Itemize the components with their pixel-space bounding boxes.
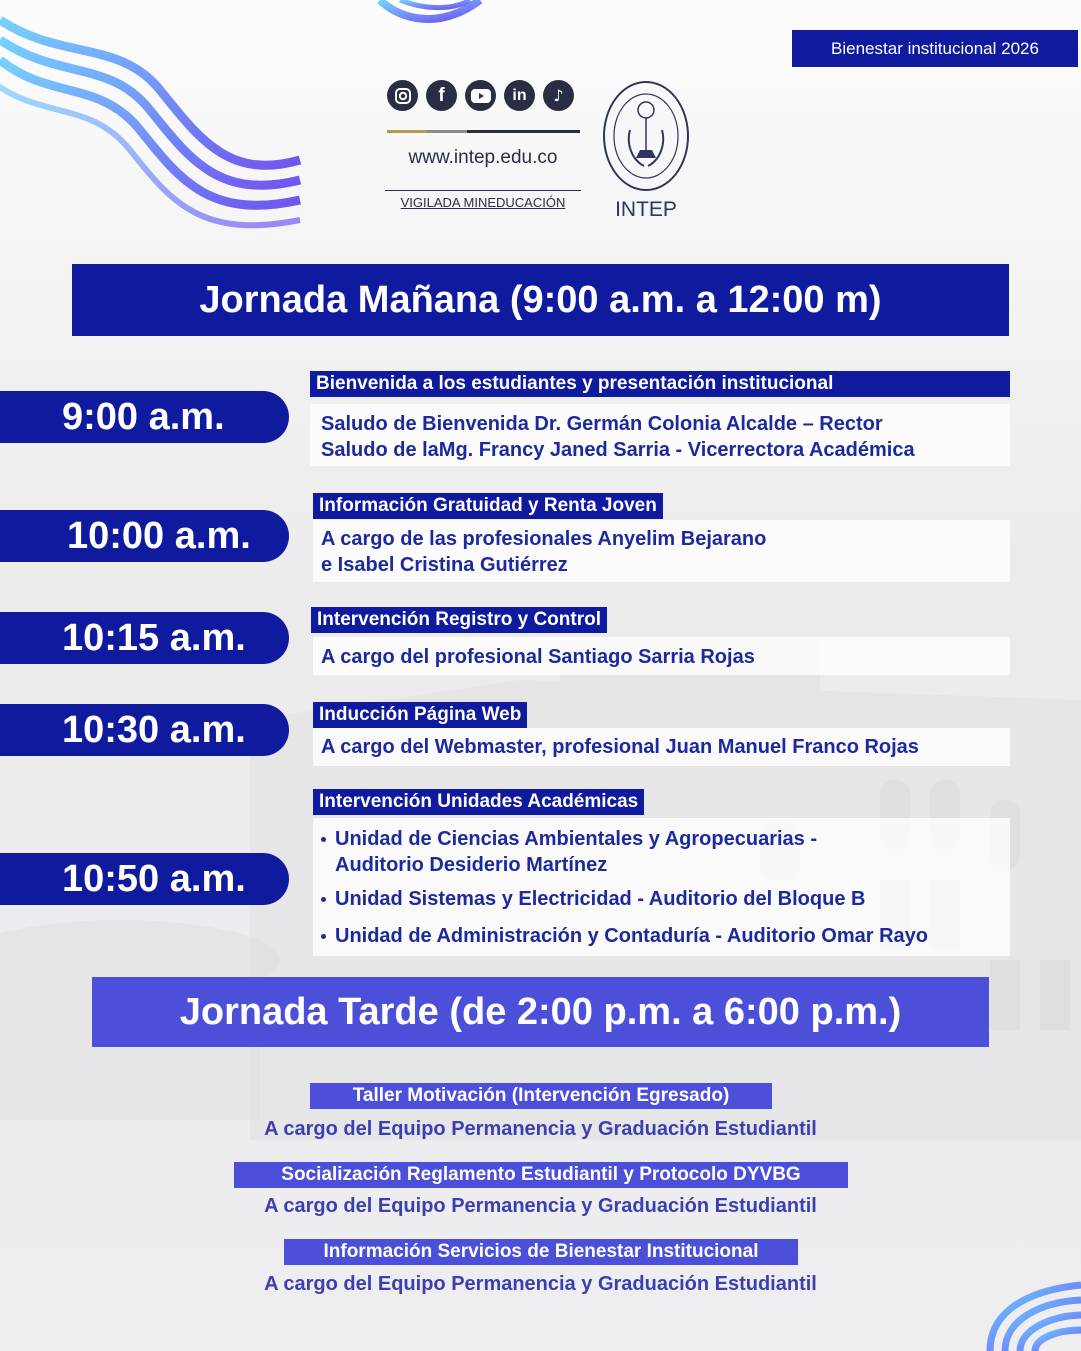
bullet-dot [321,837,326,842]
vigilada-text: VIGILADA MINEDUCACIÓN [400,195,566,210]
session-line: A cargo de las profesionales Anyelim Bejarano [321,528,767,550]
session-label: Intervención Registro y Control [311,607,607,633]
linkedin-icon[interactable] [504,80,535,111]
tiktok-glyph: ♪ [553,86,564,105]
time-pill: 9:00 a.m. [0,391,289,443]
bullet-line: Unidad Sistemas y Electricidad - Auditorio del Bloque B [335,888,866,910]
bullet-item [317,923,928,949]
session-label: Bienvenida a los estudiantes y presentación institucional [310,371,1010,397]
session-line: Saludo de Bienvenida Dr. Germán Colonia Alcalde – Rector [321,413,883,435]
time-pill: 10:00 a.m. [0,510,289,562]
tiktok-icon[interactable] [543,80,574,111]
social-icons [387,80,574,111]
afternoon-session-desc: A cargo del Equipo Permanencia y Graduación Estudiantil [264,1118,817,1140]
bullet-line: Unidad de Administración y Contaduría - Auditorio Omar Rayo [335,925,929,947]
website-url[interactable]: www.intep.edu.co [408,147,558,168]
session-line: e Isabel Cristina Gutiérrez [321,554,568,576]
bullet-line: Auditorio Desiderio Martínez [335,854,608,876]
afternoon-session-label: Socialización Reglamento Estudiantil y Protocolo DYVBG [234,1162,848,1188]
bullet-line: Unidad de Ciencias Ambientales y Agropecuarias - [335,828,817,850]
instagram-icon[interactable] [387,80,418,111]
session-label: Intervención Unidades Académicas [313,789,644,815]
divider-line [385,190,581,191]
afternoon-session-desc: A cargo del Equipo Permanencia y Graduación Estudiantil [264,1273,817,1295]
session-label: Información Gratuidad y Renta Joven [313,493,663,519]
afternoon-session-label: Taller Motivación (Intervención Egresado) [310,1083,772,1109]
afternoon-title: Jornada Tarde (de 2:00 p.m. a 6:00 p.m.) [92,977,989,1047]
afternoon-session-desc: A cargo del Equipo Permanencia y Graduación Estudiantil [264,1195,817,1217]
linkedin-glyph: in [512,86,527,104]
bullet-dot [321,897,326,902]
youtube-icon[interactable] [465,80,496,111]
year-badge: Bienestar institucional 2026 [792,30,1078,67]
time-pill: 10:30 a.m. [0,704,289,756]
time-pill: 10:15 a.m. [0,612,289,664]
intep-logo-text: INTEP [615,198,677,221]
bullet-dot [321,934,326,939]
time-pill: 10:50 a.m. [0,853,289,905]
intep-seal-logo [600,80,692,196]
afternoon-session-label: Información Servicios de Bienestar Institucional [284,1239,798,1265]
bullet-item [317,826,817,878]
morning-title: Jornada Mañana (9:00 a.m. a 12:00 m) [72,264,1009,336]
header-divider [387,130,580,133]
facebook-icon[interactable] [426,80,457,111]
session-line: Saludo de laMg. Francy Janed Sarria - Vicerrectora Académica [321,439,915,461]
facebook-glyph: f [438,84,445,106]
session-line: A cargo del Webmaster, profesional Juan Manuel Franco Rojas [321,736,919,758]
session-label: Inducción Página Web [313,702,527,728]
session-line: A cargo del profesional Santiago Sarria Rojas [321,646,755,668]
bullet-item [317,886,865,912]
